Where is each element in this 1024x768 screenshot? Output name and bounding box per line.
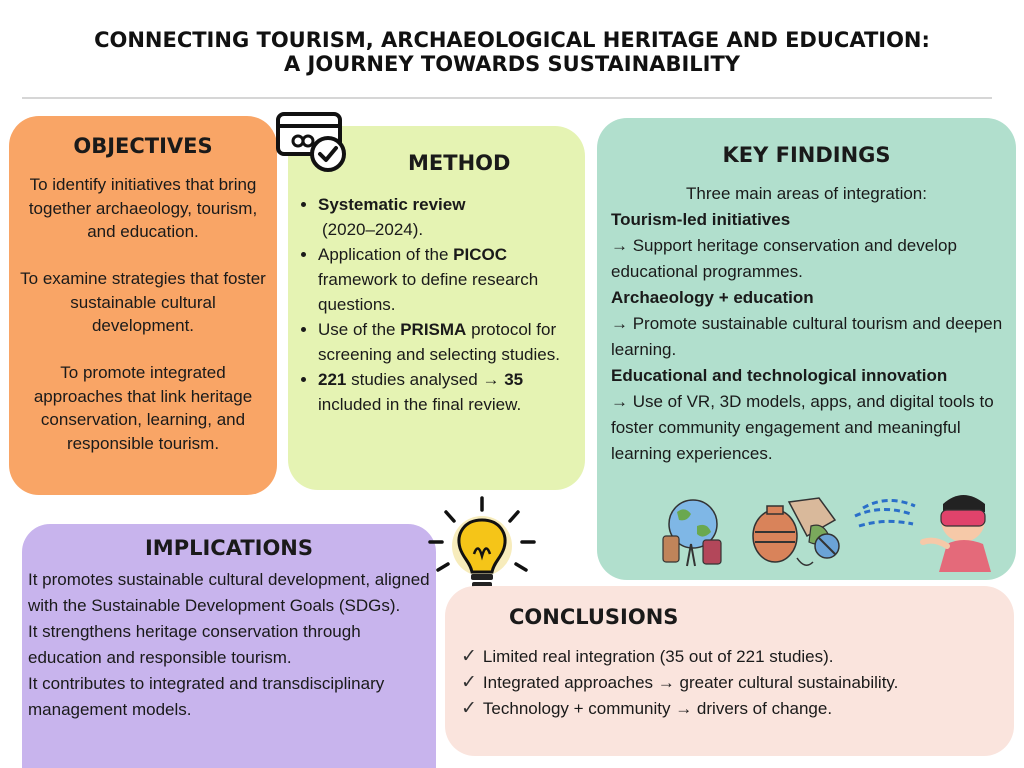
method-item: • Application of the PICOC framework to define research questions.: [318, 242, 580, 317]
conclusion-item: ✓ Integrated approaches → greater cultural sustainability.: [461, 672, 899, 693]
objective-item: To identify initiatives that bring together archaeology, tourism, and education.: [28, 175, 258, 241]
implications-list: [28, 567, 433, 723]
objectives-list: [19, 173, 267, 479]
conclusions-heading: CONCLUSIONS: [509, 605, 679, 629]
implication-item: It contributes to integrated and transdisciplinary management models.: [28, 674, 385, 719]
objective-item: To examine strategies that foster sustainable cultural development.: [20, 269, 266, 335]
area-title: Tourism-led initiatives: [611, 210, 791, 229]
title-divider: [22, 97, 992, 99]
conclusions-list: [461, 644, 898, 722]
implication-item: It promotes sustainable cultural development, aligned with the Sustainable Development Goals (SDGs).: [28, 570, 430, 615]
method-item: • Systematic review (2020–2024).: [318, 192, 580, 242]
key-findings-intro: Three main areas of integration:: [686, 184, 927, 203]
title-line-1: CONNECTING TOURISM, ARCHAEOLOGICAL HERITAGE AND EDUCATION:: [94, 28, 930, 52]
area-text: → Use of VR, 3D models, apps, and digital tools to foster community engagement and meaningful learning experiences.: [611, 392, 994, 463]
method-item: • 221 studies analysed → 35 included in the final review.: [318, 367, 580, 417]
area-title: Educational and technological innovation: [611, 366, 948, 385]
method-list: [288, 192, 580, 417]
objective-item: To promote integrated approaches that link heritage conservation, learning, and responsible tourism.: [33, 363, 253, 453]
globe-travel-icon: [657, 496, 727, 570]
area-text: → Support heritage conservation and develop educational programmes.: [611, 236, 957, 281]
key-findings-card: [597, 118, 1016, 580]
area-title: Archaeology + education: [611, 288, 814, 307]
implications-heading: IMPLICATIONS: [144, 536, 314, 560]
page-title: [0, 28, 1024, 76]
conclusions-card: [445, 586, 1014, 756]
objectives-card: [9, 116, 277, 495]
certificate-icon: [274, 110, 350, 176]
check-icon: ✓: [461, 698, 477, 719]
method-item: • Use of the PRISMA protocol for screening and selecting studies.: [318, 317, 580, 367]
vr-headset-person-icon: [851, 486, 1001, 572]
method-card: [288, 126, 585, 490]
title-line-2: A JOURNEY TOWARDS SUSTAINABILITY: [283, 52, 740, 76]
implications-card: [22, 524, 436, 768]
implication-item: It strengthens heritage conservation through education and responsible tourism.: [28, 622, 361, 667]
key-findings-heading: KEY FINDINGS: [722, 143, 891, 167]
conclusion-item: ✓ Technology + community → drivers of change.: [461, 698, 833, 719]
area-text: → Promote sustainable cultural tourism and deepen learning.: [611, 314, 1003, 359]
check-icon: ✓: [461, 646, 477, 667]
objectives-heading: OBJECTIVES: [73, 134, 213, 158]
check-icon: ✓: [461, 672, 477, 693]
conclusion-item: ✓ Limited real integration (35 out of 221 studies).: [461, 646, 834, 667]
key-findings-areas: [611, 207, 1011, 467]
method-heading: METHOD: [408, 151, 511, 175]
pottery-icon: [749, 496, 845, 572]
